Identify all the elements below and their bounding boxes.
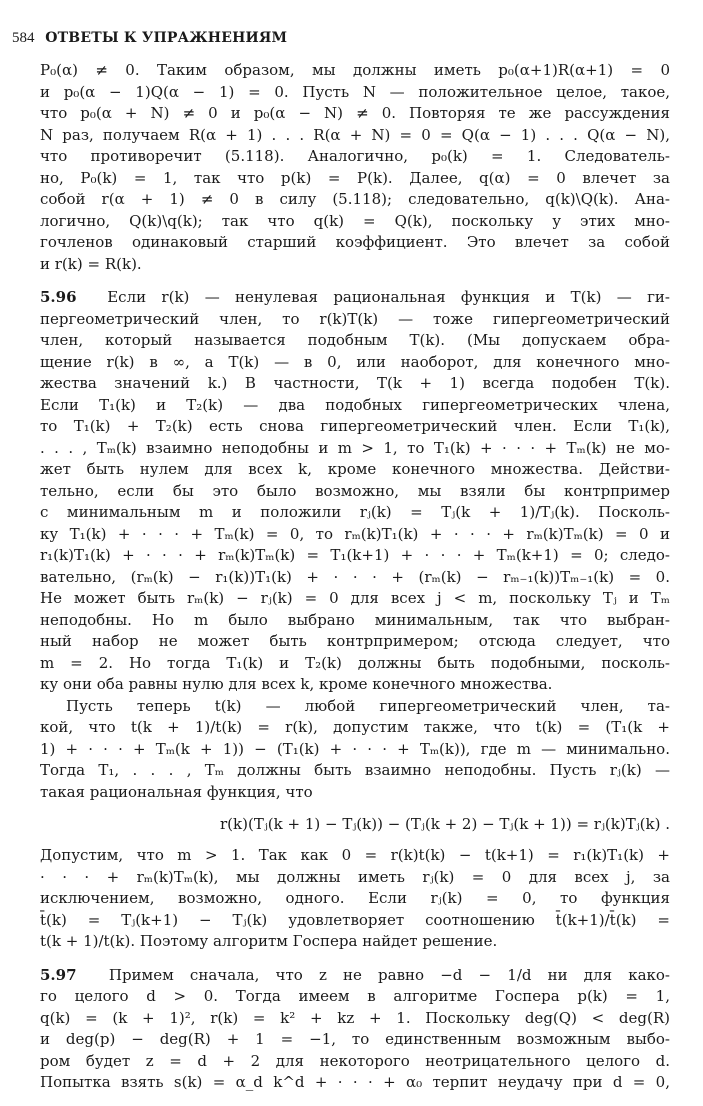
text-line: член, который называется подобным T(k). (Мы допускаем обра- [40, 331, 670, 349]
text-line: m = 2. Но тогда T₁(k) и T₂(k) должны быть подобными, посколь- [40, 653, 670, 672]
page-number: 584 [12, 30, 35, 46]
text-line: ром будет z = d + 2 для некоторого неотрицательного целого d. [40, 1051, 670, 1070]
text-line: Пусть теперь t(k) — любой гипергеометрический член, та- [66, 696, 670, 715]
text-body [40, 60, 670, 1106]
text-line: тельно, если бы это было возможно, мы взяли бы контрпример [40, 481, 670, 500]
text-line: q(k) = (k + 1)², r(k) = k² + kz + 1. Поскольку deg(Q) < deg(R) [40, 1008, 670, 1027]
text-line: жества значений k.) В частности, T(k + 1) всегда подобен T(k). [40, 374, 670, 392]
paragraph-continuation [40, 60, 670, 275]
text-line: пергеометрический член, то r(k)T(k) — тоже гипергеометрический [40, 309, 670, 328]
text-line: 5.96 Если r(k) — ненулевая рациональная функция и T(k) — ги- [40, 288, 671, 306]
text-line: и deg(p) − deg(R) + 1 = −1, то единственным возможным выбо- [40, 1030, 670, 1048]
text-line: ку они оба равны нулю для всех k, кроме конечного множества. [40, 675, 553, 693]
text-line: t̄(k) = Tⱼ(k+1) − Tⱼ(k) удовлетворяет соотношению t̄(k+1)/t̄(k) = [40, 910, 670, 929]
exercise-answer-5-97 [40, 965, 670, 1094]
text-line: Допустим, что m > 1. Так как 0 = r(k)t(k) − t(k+1) = r₁(k)T₁(k) + [40, 846, 670, 864]
text-line: вательно, (rₘ(k) − r₁(k))T₁(k) + · · · + (rₘ(k) − rₘ₋₁(k))Tₘ₋₁(k) = 0. [40, 567, 670, 586]
text-line: ный набор не может быть контрпримером; отсюда следует, что [40, 632, 670, 650]
text-line: жет быть нулем для всех k, кроме конечного множества. Действи- [40, 460, 670, 478]
text-line: Попытка взять s(k) = α_d k^d + · · · + α₀ терпит неудачу при d = 0, [40, 1073, 670, 1091]
text-line: щение r(k) в ∞, а T(k) — в 0, или наоборот, для конечного мно- [40, 352, 670, 371]
text-line: что противоречит (5.118). Аналогично, p₀(k) = 1. Следователь- [40, 147, 670, 165]
running-header [12, 28, 672, 47]
text-line: 5.97 Примем сначала, что z не равно −d − 1/d ни для како- [40, 965, 670, 984]
text-line: . . . , Tₘ(k) взаимно неподобны и m > 1, то T₁(k) + · · · + Tₘ(k) не мо- [40, 438, 670, 457]
text-line: Если T₁(k) и T₂(k) — два подобных гипергеометрических члена, [40, 395, 670, 414]
text-line: и p₀(α − 1)Q(α − 1) = 0. Пусть N — положительное целое, такое, [40, 82, 670, 101]
exercise-number: 5.97 [40, 965, 77, 984]
text-line: 1) + · · · + Tₘ(k + 1)) − (T₁(k) + · · · + Tₘ(k)), где m — минимально. [40, 739, 670, 758]
text-line: но, P₀(k) = 1, так что p(k) = P(k). Далее, q(α) = 0 влечет за [40, 168, 670, 187]
text-line: Тогда T₁, . . . , Tₘ должны быть взаимно неподобны. Пусть rⱼ(k) — [40, 761, 670, 779]
text-line: исключением, возможно, одного. Если rⱼ(k) = 0, то функция [40, 889, 670, 907]
text-line: неподобны. Но m было выбрано минимальным, так что выбран- [40, 610, 670, 629]
exercise-answer-5-96 [40, 287, 670, 953]
text-line: го целого d > 0. Тогда имеем в алгоритме Госпера p(k) = 1, [40, 987, 670, 1005]
running-title: ОТВЕТЫ К УПРАЖНЕНИЯМ [45, 30, 288, 46]
display-formula: r(k)(Tⱼ(k + 1) − Tⱼ(k)) − (Tⱼ(k + 2) − Tⱼ(k + 1)) = rⱼ(k)Tⱼ(k) . [220, 815, 670, 833]
text-line: логично, Q(k)\q(k); так что q(k) = Q(k), поскольку у этих мно- [40, 211, 670, 230]
text-line: Не может быть rₘ(k) − rⱼ(k) = 0 для всех j < m, поскольку Tⱼ и Tₘ [40, 589, 670, 607]
text-line: то T₁(k) + T₂(k) есть снова гипергеометрический член. Если T₁(k), [40, 417, 670, 435]
text-line: P₀(α) ≠ 0. Таким образом, мы должны иметь p₀(α+1)R(α+1) = 0 [40, 61, 670, 79]
text-line: ку T₁(k) + · · · + Tₘ(k) = 0, то rₘ(k)T₁(k) + · · · + rₘ(k)Tₘ(k) = 0 и [40, 524, 670, 543]
text-line: · · · + rₘ(k)Tₘ(k), мы должны иметь rⱼ(k) = 0 для всех j, за [40, 867, 670, 886]
text-line: гочленов одинаковый старший коэффициент. Это влечет за собой [40, 233, 670, 251]
text-line: кой, что t(k + 1)/t(k) = r(k), допустим также, что t(k) = (T₁(k + [40, 718, 670, 736]
text-line: с минимальным m и положили rⱼ(k) = Tⱼ(k + 1)/Tⱼ(k). Посколь- [40, 503, 670, 521]
text-line: r₁(k)T₁(k) + · · · + rₘ(k)Tₘ(k) = T₁(k+1) + · · · + Tₘ(k+1) = 0; следо- [40, 546, 670, 564]
text-line: N раз, получаем R(α + 1) . . . R(α + N) = 0 = Q(α − 1) . . . Q(α − N), [40, 125, 670, 144]
text-line: такая рациональная функция, что [40, 782, 313, 801]
exercise-number: 5.96 [40, 288, 77, 306]
text-line: собой r(α + 1) ≠ 0 в силу (5.118); следовательно, q(k)\Q(k). Ана- [40, 190, 670, 208]
text-line: t(k + 1)/t(k). Поэтому алгоритм Госпера найдет решение. [40, 932, 498, 950]
text-line: и r(k) = R(k). [40, 254, 142, 273]
text-line: что p₀(α + N) ≠ 0 и p₀(α − N) ≠ 0. Повторяя те же рассуждения [40, 104, 670, 122]
